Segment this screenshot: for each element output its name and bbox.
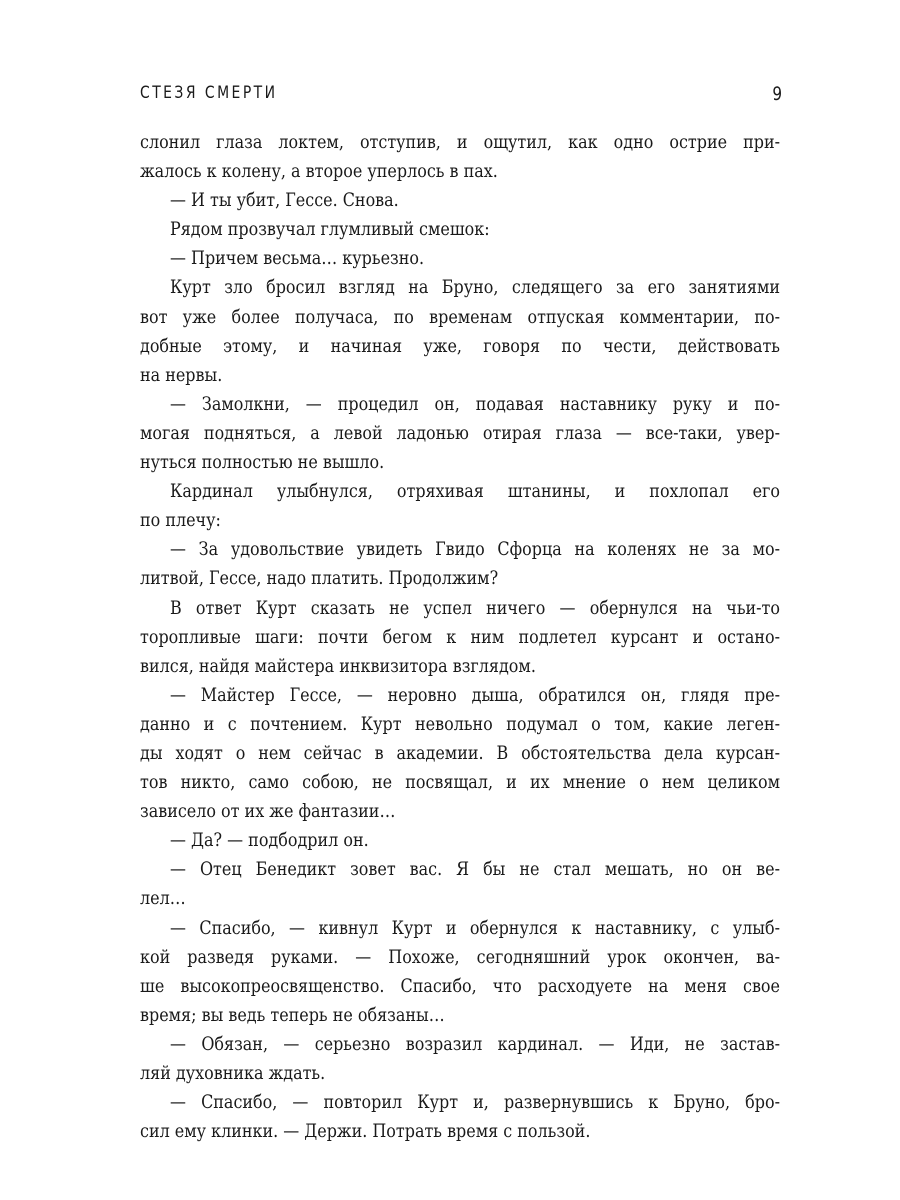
- text-line-content: — Спасибо, — повторил Курт и, развернувшись к Бруно, бро-: [170, 1091, 780, 1114]
- text-line: [140, 419, 780, 448]
- text-line: [140, 564, 780, 593]
- text-line-content: — Замолкни, — процедил он, подавая наставнику руку и по-: [170, 392, 780, 415]
- text-line: [140, 826, 780, 855]
- page-number: 9: [772, 83, 782, 105]
- text-line: [140, 972, 780, 1001]
- text-line: [140, 797, 780, 826]
- text-line-content: — Да? — подбодрил он.: [170, 829, 369, 852]
- text-line: [140, 768, 780, 797]
- text-line: [140, 914, 780, 943]
- text-line: [140, 244, 780, 273]
- text-line: [140, 1059, 780, 1088]
- text-line-content: вился, найдя майстера инквизитора взглядом.: [140, 654, 536, 677]
- text-line-content: — Майстер Гессе, — неровно дыша, обратился он, глядя пре-: [170, 683, 780, 706]
- text-line-content: торопливые шаги: почти бегом к ним подлетел курсант и остано-: [140, 625, 780, 648]
- text-line-content: слонил глаза локтем, отступив, и ощутил, как одно острие при-: [140, 131, 780, 153]
- text-line: [140, 477, 780, 506]
- text-line-content: Курт зло бросил взгляд на Бруно, следящего за его занятиями: [170, 276, 780, 299]
- text-line: [140, 1117, 780, 1146]
- text-line: [140, 186, 780, 215]
- text-line: [140, 332, 780, 361]
- running-title: СТЕЗЯ СМЕРТИ: [140, 83, 278, 103]
- text-line-content: тов никто, само собою, не посвящал, и их мнение о нем целиком: [140, 771, 780, 794]
- text-line: [140, 681, 780, 710]
- text-line: [140, 506, 780, 535]
- text-line: [140, 390, 780, 419]
- text-line: [140, 215, 780, 244]
- text-line: [140, 855, 780, 884]
- text-line: [140, 1088, 780, 1117]
- text-line: [140, 1001, 780, 1030]
- text-line-content: жалось к колену, а второе уперлось в пах.: [140, 160, 498, 183]
- text-line-content: — Спасибо, — кивнул Курт и обернулся к наставнику, с улыб-: [170, 916, 780, 939]
- text-line: [140, 448, 780, 477]
- text-line-content: могая подняться, а левой ладонью отирая глаза — все-таки, увер-: [140, 421, 780, 444]
- text-line-content: данно и с почтением. Курт невольно подумал о том, какие леген-: [140, 712, 780, 735]
- text-line-content: В ответ Курт сказать не успел ничего — обернулся на чьи-то: [170, 596, 780, 619]
- text-line-content: литвой, Гессе, надо платить. Продолжим?: [140, 567, 499, 590]
- text-line: [140, 594, 780, 623]
- text-line-content: по плечу:: [140, 509, 221, 532]
- text-line: [140, 157, 780, 186]
- text-line-content: ды ходят о нем сейчас в академии. В обстоятельства дела курсан-: [140, 741, 780, 764]
- text-line-content: — Отец Бенедикт зовет вас. Я бы не стал мешать, но он ве-: [170, 858, 780, 881]
- text-line: [140, 652, 780, 681]
- text-line-content: — И ты убит, Гессе. Снова.: [170, 189, 399, 212]
- text-line: [140, 128, 780, 157]
- text-line-content: — За удовольствие увидеть Гвидо Сфорца на коленях не за мо-: [170, 538, 780, 561]
- body-text: [140, 128, 780, 1146]
- text-line-content: ляй духовника ждать.: [140, 1062, 326, 1084]
- text-line-content: Рядом прозвучал глумливый смешок:: [170, 218, 490, 241]
- text-line: [140, 943, 780, 972]
- text-line-content: вот уже более получаса, по временам отпуская комментарии, по-: [140, 305, 780, 328]
- text-line-content: — Причем весьма… курьезно.: [170, 247, 425, 270]
- text-line: [140, 739, 780, 768]
- running-head: [140, 83, 782, 113]
- text-line: [140, 623, 780, 652]
- text-line: [140, 303, 780, 332]
- text-line-content: время; вы ведь теперь не обязаны…: [140, 1003, 445, 1026]
- text-line-content: на нервы.: [140, 363, 223, 386]
- text-line-content: ше высокопреосвященство. Спасибо, что расходуете на меня свое: [140, 974, 780, 997]
- text-line-content: сил ему клинки. — Держи. Потрать время с пользой.: [140, 1120, 591, 1143]
- text-line-content: добные этому, и начиная уже, говоря по чести, действовать: [140, 334, 780, 357]
- text-line-content: Кардинал улыбнулся, отряхивая штанины, и похлопал его: [170, 480, 780, 503]
- text-line: [140, 361, 780, 390]
- text-line-content: кой разведя руками. — Похоже, сегодняшний урок окончен, ва-: [140, 945, 780, 968]
- text-line-content: нуться полностью не вышло.: [140, 451, 385, 474]
- text-line-content: лел…: [140, 887, 186, 910]
- text-line-content: зависело от их же фантазии…: [140, 800, 396, 823]
- text-line: [140, 535, 780, 564]
- text-line: [140, 1030, 780, 1059]
- text-line: [140, 884, 780, 913]
- text-line: [140, 273, 780, 302]
- text-line: [140, 710, 780, 739]
- text-line-content: — Обязан, — серьезно возразил кардинал. — Иди, не застав-: [170, 1032, 780, 1055]
